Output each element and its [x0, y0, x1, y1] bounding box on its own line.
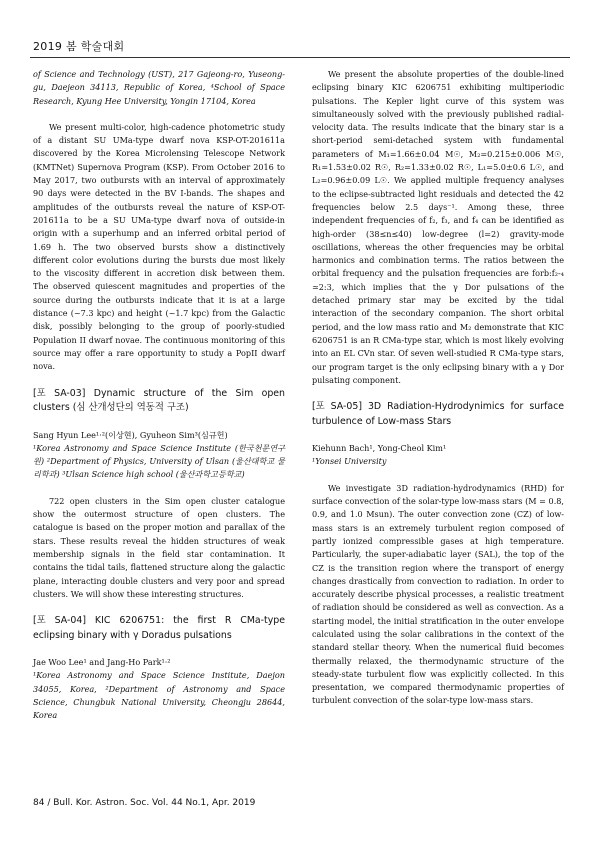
- page-header-title: 2019 봄 학술대회: [33, 40, 125, 53]
- section-title-sa03: [포 SA-03] Dynamic structure of the Sim open clusters (심 산개성단의 역동적 구조): [33, 387, 285, 414]
- page-footer: 84 / Bull. Kor. Astron. Soc. Vol. 44 No.1, Apr. 2019: [33, 798, 256, 808]
- affiliation-continued: of Science and Technology (UST), 217 Gajeong-ro, Yuseong-gu, Daejeon 34113, Republic of Korea, ⁴School of Space Research, Kyung Hee University, Yongin 17104, Korea: [33, 69, 285, 106]
- authors-sa04: Jae Woo Lee¹ and Jang-Ho Park¹·²: [33, 657, 171, 668]
- right-column: [312, 68, 564, 708]
- abstract-body: We present multi-color, high-cadence photometric study of a distant SU UMa-type dwarf nova KSP-OT-201611a discovered by the Korea Microlensing Telescope Network (KMTNet) Supernova Program (KSP). From October 2016 to May 2017, two outbursts with an interval of approximately 90 days were detected in the BV I-bands. The shapes and amplitudes of the outbursts reveal the nature of KSP-OT-201611a to be a SU UMa-type dwarf nova of outside-in origin with a superhump and an inferred orbital period of 1.69 h. The two observed bursts show a distinctively different color evolutions during the bursts due most likely to the viscosity different in accretion disk between them. The observed quiescent magnitudes and properties of the source during the outbursts indicate that it is at a large distance (~7.3 kpc) and height (~1.7 kpc) from the Galactic disk, possibly belonging to the group of poorly-studied Population II dwarf novae. The continuous monitoring of this source may offer a rare opportunity to study a PopII dwarf nova.: [33, 121, 285, 372]
- section-title-sa04: [포 SA-04] KIC 6206751: the first R CMa-type eclipsing binary with γ Doradus pulsations: [33, 615, 285, 641]
- affiliations-sa03: ¹Korea Astronomy and Space Science Institute (한국천문연구원) ²Department of Physics, University of Ulsan (울산대학교 물리학과) ³Ulsan Science high school (울산과학고등학교): [33, 442, 285, 480]
- header-divider: [30, 57, 570, 58]
- authors-sa03: Sang Hyun Lee¹·²(이상현), Gyuheon Sim³(심규헌): [33, 429, 228, 440]
- abstract-sa03: 722 open clusters in the Sim open cluster catalogue show the outermost structure of open clusters. The catalogue is based on the proper motion and parallax of the stars. These results reveal the hidden structures of weak membership signals in the field star contamination. It contains the tidal tails, flattened structure along the galactic plane, interacting double clusters and very poor and spread clusters. We will show these interesting structures.: [33, 495, 285, 599]
- abstract-sa04: We present the absolute properties of the double-lined eclipsing binary KIC 6206751 exhibiting multiperiodic pulsations. The Kepler light curve of this system was simultaneously solved with the previously published radial-velocity data. The results indicate that the binary star is a short-period semi-detached system with fundamental parameters of M₁=1.66±0.04 M☉, M₂=0.215±0.006 M☉, R₁=1.53±0.02 R☉, R₂=1.33±0.02 R☉, L₁=5.0±0.6 L☉, and L₂=0.96±0.09 L☉. We applied multiple frequency analyses to the eclipse-subtracted light residuals and detected the 42 frequencies below 2.5 days⁻¹. Among these, three independent frequencies of f₂, f₃, and f₄ can be identified as high-order (38≤n≤40) low-degree (l=2) gravity-mode oscillations, whereas the other frequencies may be orbital harmonics and combination terms. The ratios between the orbital frequency and the pulsation frequencies are forb:f₂-₄ ≃2:3, which implies that the γ Dor pulsations of the detached primary star may be excited by the tidal interaction of the secondary companion. The short orbital period, and the low mass ratio and M₂ demonstrate that KIC 6206751 is an R CMa-type star, which is most likely evolving into an EL CVn star. Of seven well-studied R CMa-type stars, our program target is the only eclipsing binary with a γ Dor pulsating component.: [312, 69, 564, 385]
- authors-sa05: Kiehunn Bach¹, Yong-Cheol Kim¹: [312, 443, 447, 454]
- abstract-sa05: We investigate 3D radiation-hydrodynamics (RHD) for surface convection of the solar-type low-mass stars (M = 0.8, 0.9, and 1.0 Msun). The outer convection zone (CZ) of low-mass stars is an extremely turbulent region composed of partly ionized compressible gases at high temperature. Particularly, the super-adiabatic layer (SAL), the top of the CZ is the transition region where the transport of energy changes drastically from convection to radiation. In order to accurately describe physical processes, a realistic treatment of radiation should be considered as well as convection. As a starting model, the initial stratification in the outer envelope calculated using the solar calibrations in the context of the standard stellar theory. When the numerical fluid becomes thermally relaxed, the thermodynamic structure of the steady-state turbulent flow was explicitly collected. In this presentation, we compared thermodynamic properties of turbulent convection of the solar-type low-mass stars.: [312, 482, 564, 706]
- affiliations-sa04: ¹Korea Astronomy and Space Science Institute, Daejon 34055, Korea, ²Department of Astronomy and Space Science, Chungbuk National University, Cheongju 28644, Korea: [33, 670, 285, 721]
- section-title-sa05: [포 SA-05] 3D Radiation-Hydrodynimics for surface turbulence of Low-mass Stars: [312, 401, 564, 427]
- left-column: [33, 68, 285, 723]
- affiliations-sa05: ¹Yonsei University: [312, 456, 387, 467]
